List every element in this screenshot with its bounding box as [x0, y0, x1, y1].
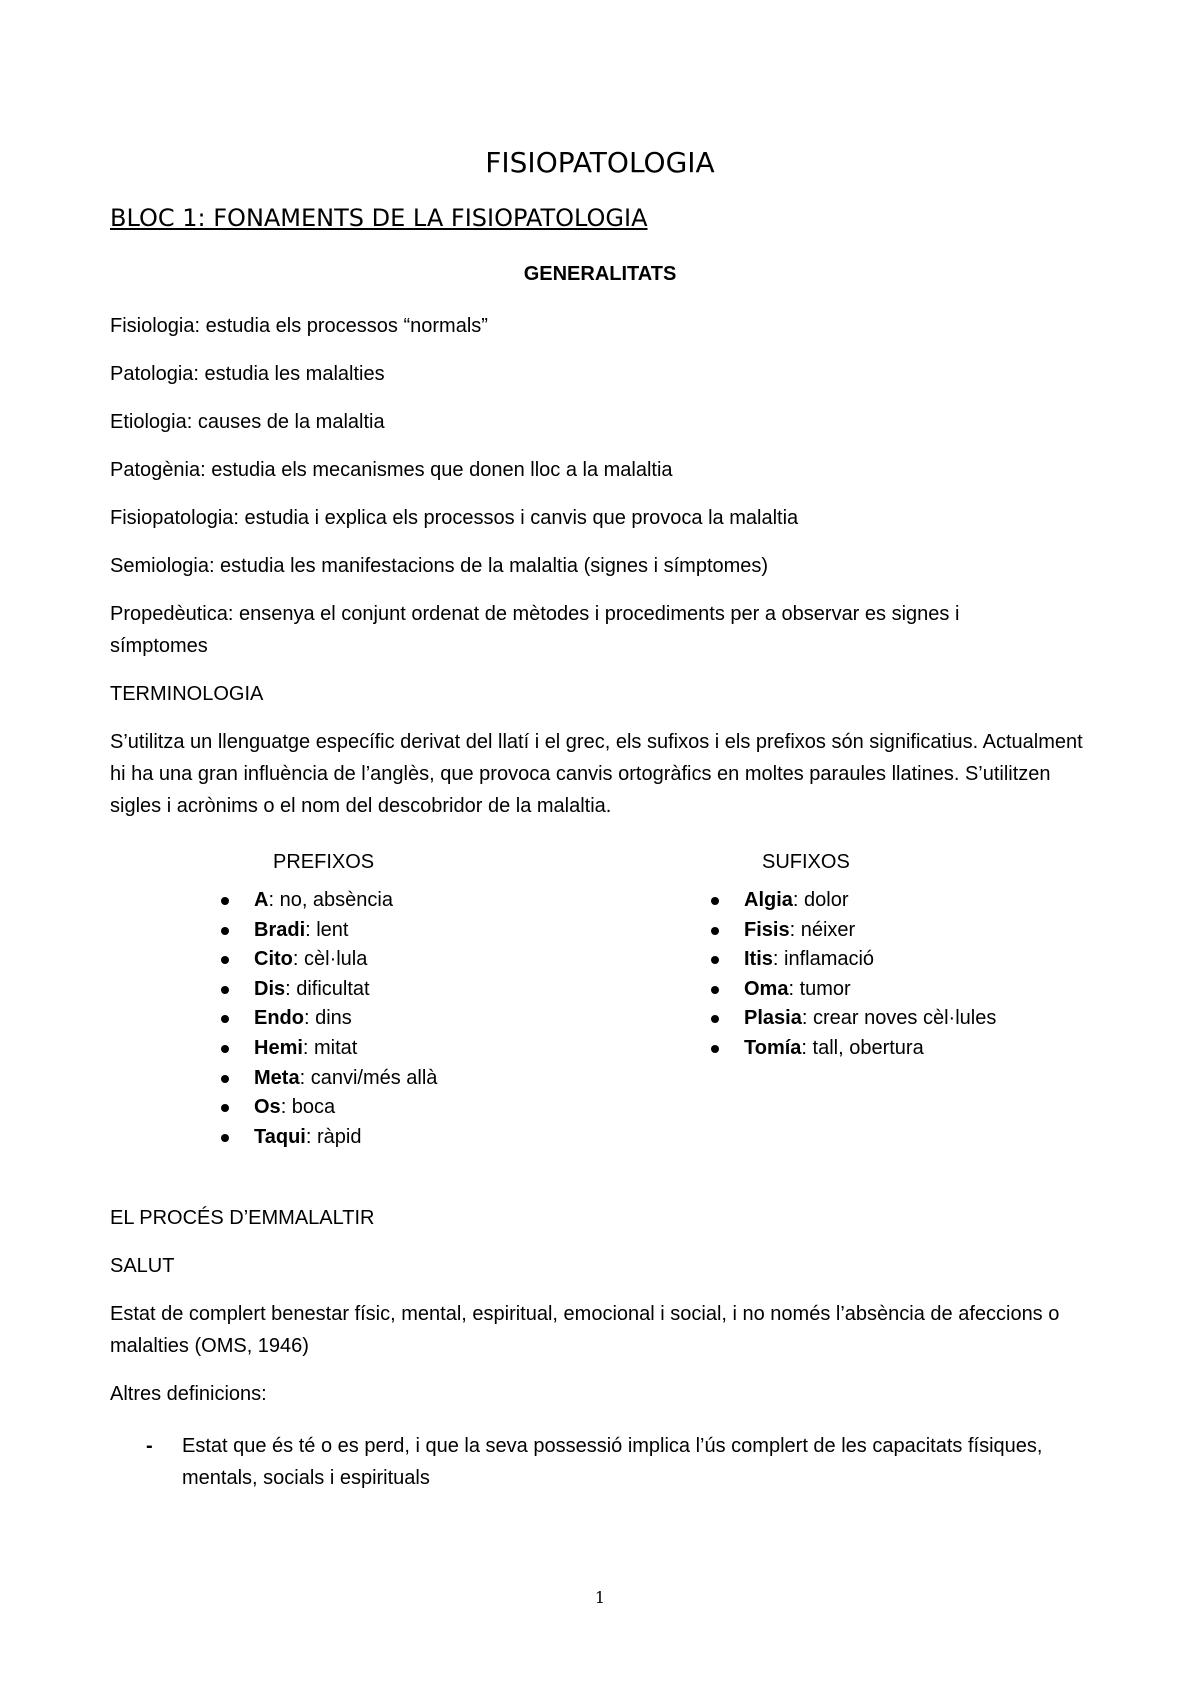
suffix-meaning: : crear noves cèl·lules	[801, 1007, 997, 1030]
prefix-term: A	[254, 889, 269, 911]
list-item	[705, 886, 996, 916]
list-item	[705, 1004, 996, 1034]
list-item	[215, 1064, 437, 1094]
salut-paragraph: Estat de complert benestar físic, mental, espiritual, emocional i social, i no només l’absència de afeccions o malalties (OMS, 1946)	[110, 1303, 1060, 1357]
definition-propedeutica: Propedèutica: ensenya el conjunt ordenat de mètodes i procediments per a observar es signes i símptomes	[110, 603, 960, 657]
salut-heading: SALUT	[110, 1255, 175, 1277]
bullet-icon	[221, 956, 229, 964]
suffix-term: Fisis	[744, 918, 790, 941]
prefixos-list	[215, 886, 437, 1152]
suffix-term: Plasia	[744, 1007, 802, 1030]
dash-bullet: -	[146, 1435, 153, 1457]
prefix-meaning: : cèl·lula	[292, 948, 368, 971]
list-item	[705, 945, 996, 975]
prefix-meaning: : boca	[280, 1096, 336, 1119]
suffix-term: Algia	[744, 889, 793, 911]
page-number: 1	[594, 1588, 606, 1607]
list-item	[215, 1123, 437, 1153]
definition-patologia: Patologia: estudia les malalties	[110, 363, 385, 385]
list-item	[215, 1034, 437, 1064]
altres-item-text: Estat que és té o es perd, i que la seva possessió implica l’ús complert de les capacitats físiques, mentals, socials i espirituals	[182, 1435, 1043, 1489]
list-item	[705, 975, 996, 1005]
prefix-term: Endo	[254, 1007, 304, 1030]
bullet-icon	[711, 1045, 719, 1053]
list-item	[215, 1093, 437, 1123]
definition-patogenia: Patogènia: estudia els mecanismes que donen lloc a la malaltia	[110, 459, 673, 481]
definition-fisiologia: Fisiologia: estudia els processos “normals”	[110, 315, 488, 337]
generalitats-heading: GENERALITATS	[523, 263, 677, 285]
suffix-meaning: : inflamació	[772, 948, 875, 971]
suffix-term: Itis	[744, 948, 773, 971]
bullet-icon	[221, 897, 229, 905]
sufixos-title: SUFIXOS	[762, 851, 850, 873]
bullet-icon	[221, 1075, 229, 1083]
prefix-term: Dis	[254, 977, 286, 1000]
suffix-term: Oma	[744, 977, 789, 1000]
bullet-icon	[711, 897, 719, 905]
suffix-meaning: : néixer	[789, 918, 856, 941]
bullet-icon	[221, 986, 229, 994]
prefix-meaning: : ràpid	[305, 1125, 362, 1148]
prefix-meaning: : lent	[305, 918, 349, 941]
altres-heading: Altres definicions:	[110, 1383, 267, 1405]
bullet-icon	[221, 927, 229, 935]
bullet-icon	[711, 956, 719, 964]
bullet-icon	[221, 1134, 229, 1142]
sufixos-list	[705, 886, 996, 1064]
definition-semiologia: Semiologia: estudia les manifestacions de la malaltia (signes i símptomes)	[110, 555, 769, 577]
terminologia-paragraph: S’utilitza un llenguatge específic derivat del llatí i el grec, els sufixos i els prefixos són significatius. Actualment hi ha una gran influència de l’anglès, que provoca canvis ortogràfics en moltes paraules llatines. S’utilitzen sigles i acrònims o el nom del descobridor de la malaltia.	[110, 731, 1083, 817]
prefix-term: Taqui	[254, 1125, 306, 1148]
prefix-term: Cito	[254, 948, 293, 971]
suffix-meaning: : dolor	[792, 889, 849, 911]
terminologia-heading: TERMINOLOGIA	[110, 683, 264, 705]
suffix-meaning: : tall, obertura	[801, 1036, 924, 1059]
bullet-icon	[221, 1045, 229, 1053]
list-item	[215, 916, 437, 946]
prefix-term: Meta	[254, 1066, 300, 1089]
bullet-icon	[221, 1015, 229, 1023]
list-item	[215, 975, 437, 1005]
prefix-meaning: : dins	[304, 1007, 352, 1030]
proces-heading: EL PROCÉS D’EMMALALTIR	[110, 1207, 375, 1229]
prefix-meaning: : mitat	[302, 1036, 358, 1059]
prefix-meaning: : canvi/més allà	[299, 1066, 438, 1089]
document-title: FISIOPATOLOGIA	[485, 146, 715, 179]
prefix-meaning: : dificultat	[285, 977, 370, 1000]
list-item	[705, 916, 996, 946]
prefix-meaning: : no, absència	[268, 889, 393, 911]
definition-etiologia: Etiologia: causes de la malaltia	[110, 411, 385, 433]
definition-fisiopatologia: Fisiopatologia: estudia i explica els processos i canvis que provoca la malaltia	[110, 507, 799, 529]
bullet-icon	[711, 1015, 719, 1023]
suffix-meaning: : tumor	[788, 977, 851, 1000]
prefix-term: Bradi	[254, 918, 306, 941]
bullet-icon	[711, 927, 719, 935]
list-item	[215, 886, 437, 916]
list-item	[705, 1034, 996, 1064]
bullet-icon	[711, 986, 719, 994]
bullet-icon	[221, 1104, 229, 1112]
prefix-term: Hemi	[254, 1036, 303, 1059]
list-item	[215, 1004, 437, 1034]
suffix-term: Tomía	[744, 1036, 802, 1059]
list-item	[215, 945, 437, 975]
prefixos-title: PREFIXOS	[273, 851, 375, 873]
bloc-heading: BLOC 1: FONAMENTS DE LA FISIOPATOLOGIA	[110, 204, 648, 232]
prefix-term: Os	[254, 1096, 281, 1119]
